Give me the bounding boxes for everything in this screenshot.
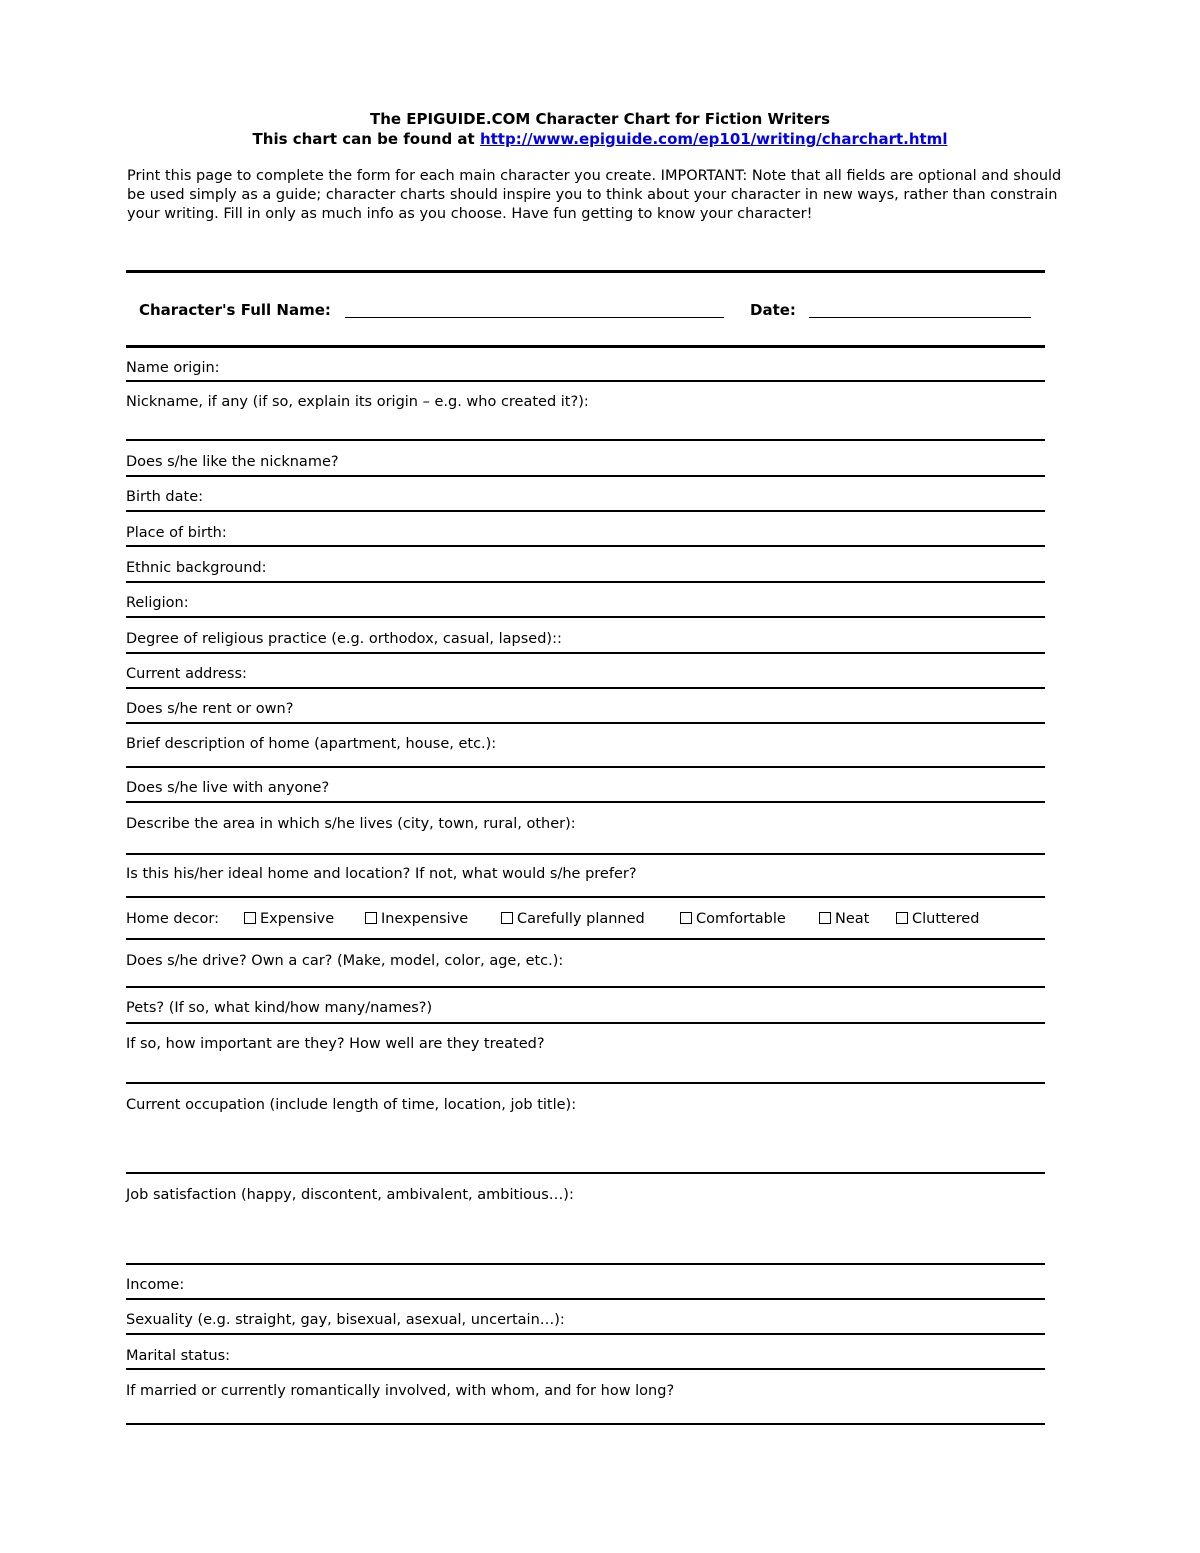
name-date-row: [139, 299, 1039, 323]
divider: [126, 581, 1045, 583]
field-pets: Pets? (If so, what kind/how many/names?): [126, 1000, 433, 1016]
divider: [126, 986, 1045, 988]
decor-option-label: Expensive: [260, 911, 335, 927]
decor-option-carefully-planned[interactable]: [501, 909, 645, 929]
field-home-description: Brief description of home (apartment, house, etc.):: [126, 736, 497, 752]
divider: [126, 896, 1045, 898]
field-marital-status: Marital status:: [126, 1348, 231, 1364]
divider: [126, 1022, 1045, 1024]
field-job-satisfaction: Job satisfaction (happy, discontent, ambivalent, ambitious…):: [126, 1187, 574, 1203]
divider: [126, 475, 1045, 477]
divider: [126, 345, 1045, 348]
field-pets-importance: If so, how important are they? How well are they treated?: [126, 1036, 545, 1052]
divider: [126, 380, 1045, 382]
decor-option-label: Comfortable: [696, 911, 786, 927]
field-lives-with: Does s/he live with anyone?: [126, 780, 330, 796]
field-sexuality: Sexuality (e.g. straight, gay, bisexual, asexual, uncertain…):: [126, 1312, 565, 1328]
field-ideal-home: Is this his/her ideal home and location? If not, what would s/he prefer?: [126, 866, 637, 882]
divider: [126, 801, 1045, 803]
subtitle-prefix: This chart can be found at: [252, 130, 480, 148]
divider: [126, 1298, 1045, 1300]
checkbox-icon[interactable]: [244, 912, 256, 924]
field-income: Income:: [126, 1277, 185, 1293]
decor-option-comfortable[interactable]: [680, 909, 786, 929]
field-current-address: Current address:: [126, 666, 247, 682]
divider: [126, 853, 1045, 855]
field-name-origin: Name origin:: [126, 360, 220, 376]
field-religion: Religion:: [126, 595, 189, 611]
home-decor-row: [126, 909, 1045, 929]
divider: [126, 722, 1045, 724]
chart-subtitle: [0, 129, 1200, 149]
divider: [126, 1368, 1045, 1370]
decor-option-label: Cluttered: [912, 911, 980, 927]
decor-option-label: Inexpensive: [381, 911, 469, 927]
decor-option-label: Neat: [835, 911, 870, 927]
divider: [126, 510, 1045, 512]
field-romantic-involvement: If married or currently romantically involved, with whom, and for how long?: [126, 1383, 675, 1399]
divider: [126, 687, 1045, 689]
divider: [126, 1082, 1045, 1084]
chart-title: The EPIGUIDE.COM Character Chart for Fiction Writers: [369, 110, 831, 128]
date-blank[interactable]: [809, 317, 1031, 318]
field-birth-date: Birth date:: [126, 489, 204, 505]
field-rent-or-own: Does s/he rent or own?: [126, 701, 294, 717]
chart-url-link[interactable]: http://www.epiguide.com/ep101/writing/charchart.html: [479, 130, 948, 148]
divider: [126, 270, 1045, 273]
field-place-of-birth: Place of birth:: [126, 525, 227, 541]
divider: [126, 616, 1045, 618]
divider: [126, 652, 1045, 654]
decor-option-label: Carefully planned: [517, 911, 645, 927]
field-current-occupation: Current occupation (include length of time, location, job title):: [126, 1097, 577, 1113]
full-name-label: Character's Full Name:: [139, 301, 331, 319]
decor-option-neat[interactable]: [819, 909, 869, 929]
divider: [126, 938, 1045, 940]
field-area-description: Describe the area in which s/he lives (city, town, rural, other):: [126, 816, 576, 832]
full-name-blank[interactable]: [345, 317, 724, 318]
decor-option-inexpensive[interactable]: [365, 909, 468, 929]
field-likes-nickname: Does s/he like the nickname?: [126, 454, 339, 470]
checkbox-icon[interactable]: [365, 912, 377, 924]
checkbox-icon[interactable]: [680, 912, 692, 924]
field-nickname: Nickname, if any (if so, explain its origin – e.g. who created it?):: [126, 394, 589, 410]
divider: [126, 1333, 1045, 1335]
divider: [126, 1172, 1045, 1174]
intro-paragraph: Print this page to complete the form for each main character you create. IMPORTANT: Note that all fields are optional and should be used simply as a guide; character charts should inspire you to think about your character in new ways, rather than constrain your writing. Fill in only as much info as you choose. Have fun getting to know your character!: [127, 168, 1062, 222]
divider: [126, 545, 1045, 547]
decor-option-expensive[interactable]: [244, 909, 334, 929]
divider: [126, 1263, 1045, 1265]
field-drive-car: Does s/he drive? Own a car? (Make, model, color, age, etc.):: [126, 953, 564, 969]
checkbox-icon[interactable]: [896, 912, 908, 924]
date-label: Date:: [750, 301, 796, 319]
divider: [126, 439, 1045, 441]
checkbox-icon[interactable]: [501, 912, 513, 924]
home-decor-label: Home decor:: [126, 911, 219, 927]
field-religious-practice: Degree of religious practice (e.g. orthodox, casual, lapsed)::: [126, 631, 562, 647]
field-ethnic-background: Ethnic background:: [126, 560, 267, 576]
decor-option-cluttered[interactable]: [896, 909, 979, 929]
divider: [126, 766, 1045, 768]
divider: [126, 1423, 1045, 1425]
checkbox-icon[interactable]: [819, 912, 831, 924]
